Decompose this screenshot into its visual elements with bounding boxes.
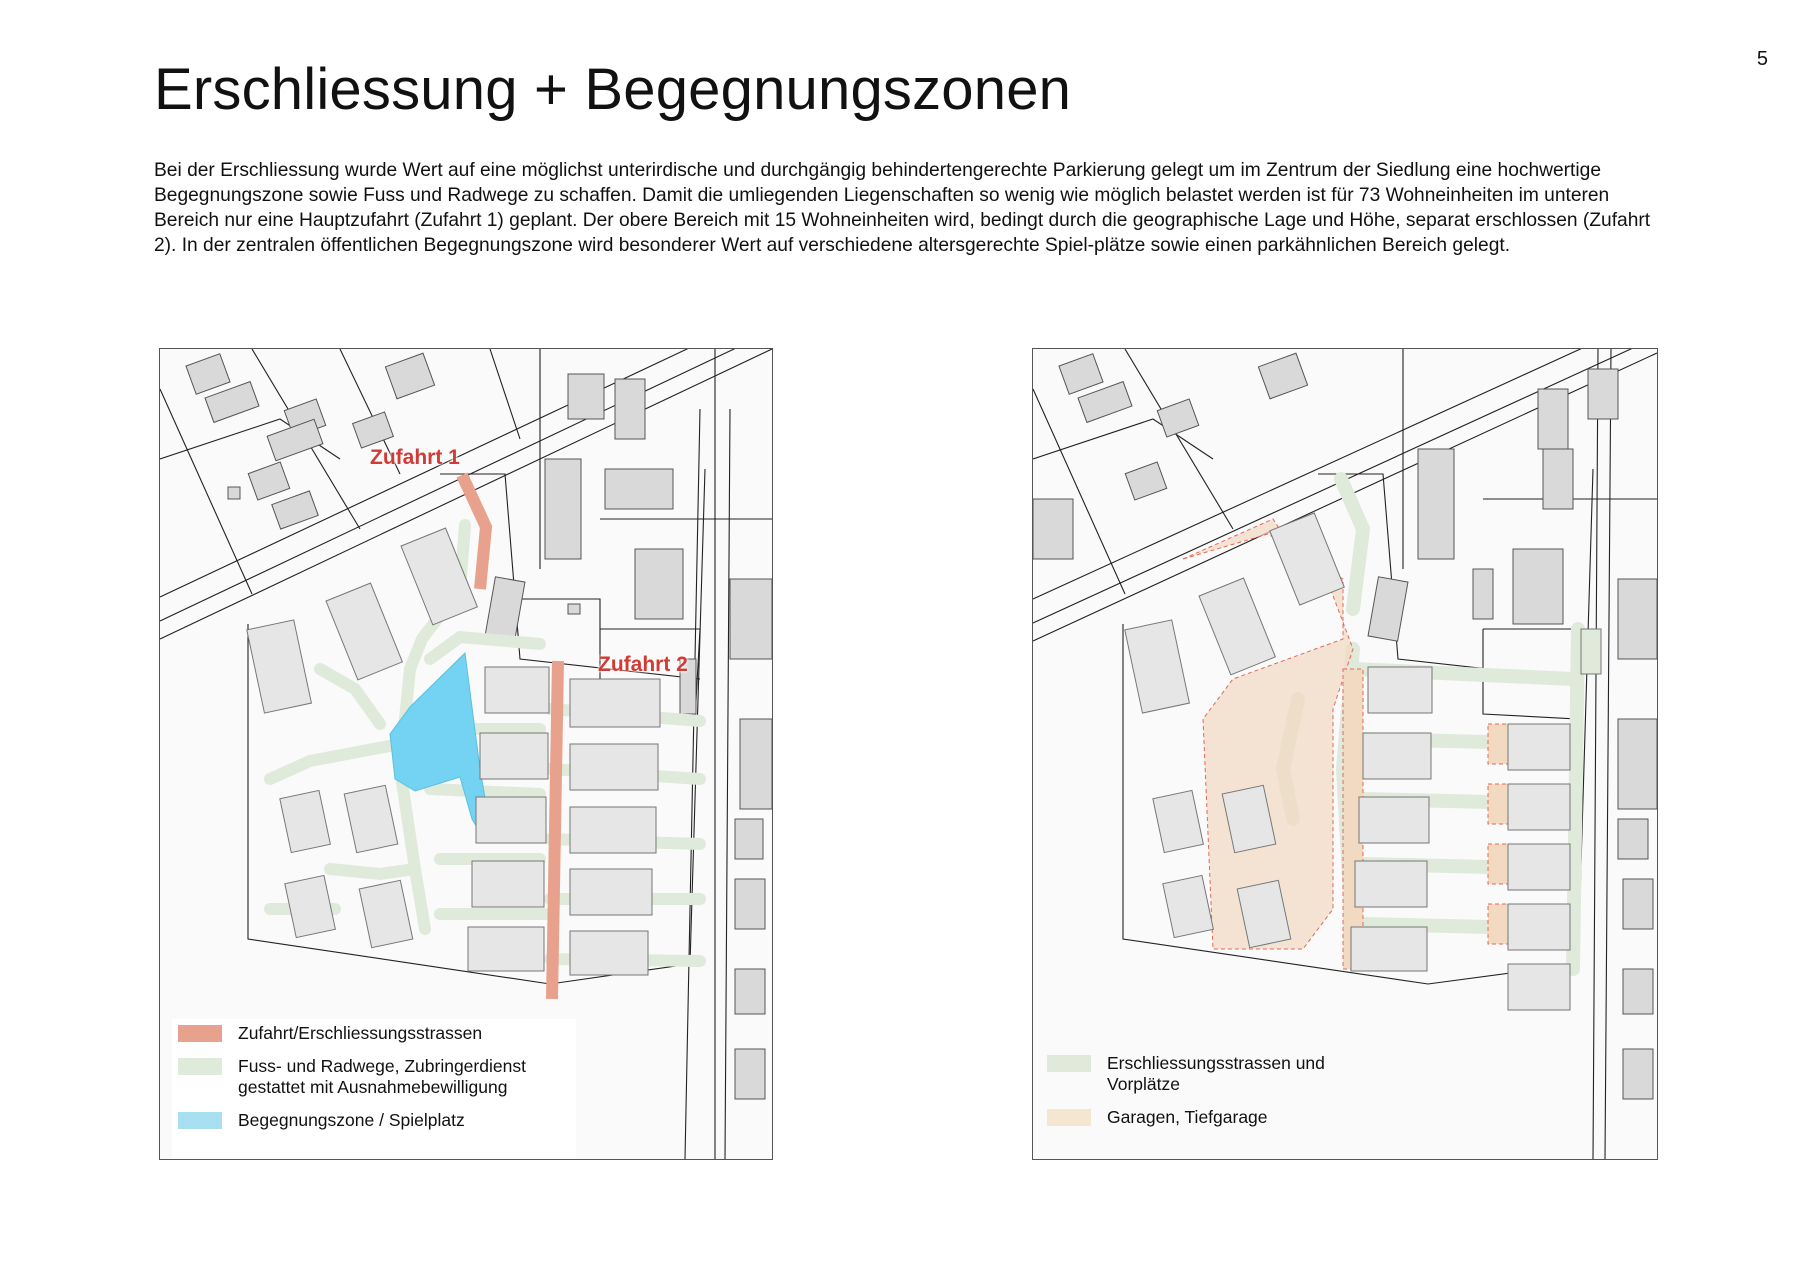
site-plan-right	[1033, 349, 1657, 1159]
page-number: 5	[1756, 48, 1768, 70]
legend-left	[172, 1019, 576, 1160]
legend-item-access-road	[178, 1023, 570, 1044]
legend-item-footpath	[178, 1056, 570, 1098]
legend-label: Begegnungszone / Spielplatz	[238, 1110, 465, 1130]
intro-paragraph: Bei der Erschliessung wurde Wert auf eine möglichst unterirdische und durchgängig behindertengerechte Parkierung gelegt um im Zentrum der Siedlung eine hochwertige Begegnungszone sowie Fuss und Radwege zu schaffen. Damit die umliegenden Liegenschaften so wenig wie möglich belastet werden ist für 73 Wohneinheiten im unteren Bereich nur eine Hauptzufahrt (Zufahrt 1) geplant. Der obere Bereich mit 15 Wohneinheiten wird, bedingt durch die geographische Lage und Höhe, separat erschlossen (Zufahrt 2). In der zentralen öffentlichen Begegnungszone wird besonderer Wert auf verschiedene altersgerechte Spiel-plätze sowie einen parkähnlichen Bereich gelegt.	[154, 160, 1651, 256]
access-2-label: Zufahrt 2	[598, 653, 688, 676]
parking-map-right	[1032, 348, 1658, 1160]
legend-label: Garagen, Tiefgarage	[1107, 1107, 1268, 1127]
legend-right	[1041, 1049, 1353, 1144]
page-title: Erschliessung + Begegnungszonen	[154, 57, 1072, 122]
access-1-label: Zufahrt 1	[370, 446, 460, 469]
legend-item-meeting-zone	[178, 1110, 570, 1131]
footpath-swatch	[178, 1058, 222, 1075]
access-map-left	[159, 348, 773, 1160]
garage-swatch	[1047, 1109, 1091, 1126]
access-road-swatch	[178, 1025, 222, 1042]
legend-item-garage	[1047, 1107, 1347, 1128]
paved-swatch	[1047, 1055, 1091, 1072]
legend-label: Fuss- und Radwege, Zubringerdienst gestattet mit Ausnahmebewilligung	[238, 1056, 526, 1097]
legend-label: Erschliessungsstrassen und Vorplätze	[1107, 1053, 1325, 1094]
legend-label: Zufahrt/Erschliessungsstrassen	[238, 1023, 483, 1043]
meeting-zone-swatch	[178, 1112, 222, 1129]
legend-item-paved	[1047, 1053, 1347, 1095]
